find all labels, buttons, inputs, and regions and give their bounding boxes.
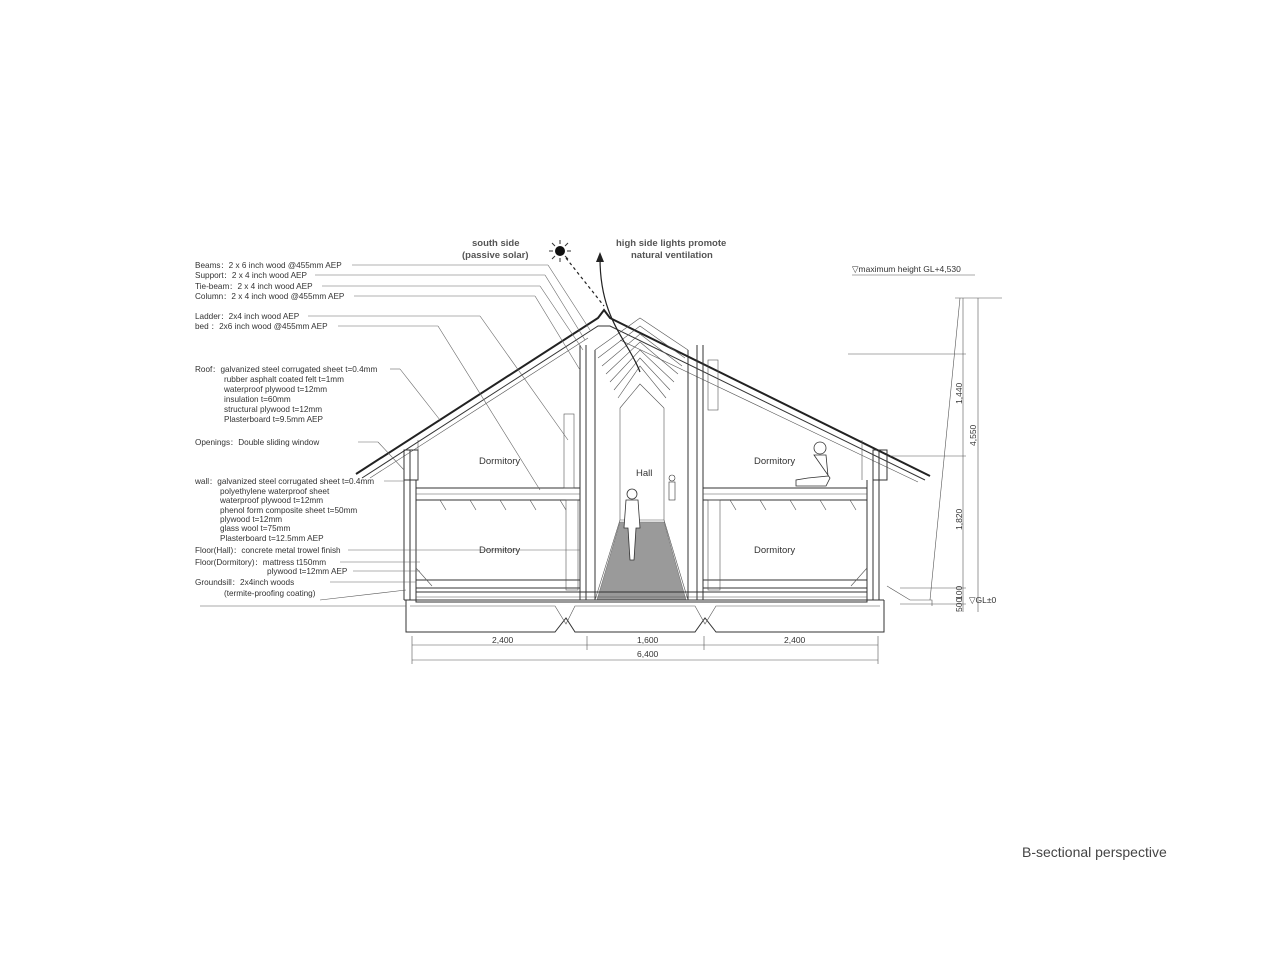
label-column: Column：2 x 4 inch wood @455mm AEP [195,292,345,301]
sitting-person-figure [796,442,830,486]
roof-spec-3: insulation t=60mm [224,395,291,404]
label-ladder: Ladder：2x4 inch wood AEP [195,312,300,321]
wall-spec-3: phenol form composite sheet t=50mm [220,506,358,515]
dim-1600: 1,600 [637,635,659,645]
wall-spec-0: wall：galvanized steel corrugated sheet t=0.4mm [195,477,375,486]
roof-spec-5: Plasterboard t=9.5mm AEP [224,415,323,424]
groundsill-label-1: Groundsill：2x4inch woods [195,578,295,587]
wall-spec-4: plywood t=12mm [220,515,283,524]
dim-6400: 6,400 [637,649,659,659]
sun-label-1: south side [472,238,520,249]
wall-spec-6: Plasterboard t=12.5mm AEP [220,534,324,543]
wall-spec-1: polyethylene waterproof sheet [220,487,330,496]
label-tie-beam: Tie-beam：2 x 4 inch wood AEP [195,282,313,291]
room-dormitory-upper-right: Dormitory [754,456,796,467]
roof-spec-2: waterproof plywood t=12mm [224,385,328,394]
roof-spec-4: structural plywood t=12mm [224,405,323,414]
person-figure-far [669,475,675,500]
sunlight-ray [566,258,604,306]
floor-dorm-label-1: Floor(Dormitory)：mattress t150mm [195,558,327,567]
openings-label: Openings：Double sliding window [195,438,320,447]
hall-structure [580,318,703,600]
dim-4550: 4,550 [968,424,978,446]
roof [356,310,930,482]
dim-2400-right: 2,400 [784,635,806,645]
label-beams: Beams：2 x 6 inch wood @455mm AEP [195,261,342,270]
floor-dorm-label-2: plywood t=12mm AEP [267,567,348,576]
dim-500: 500 [954,597,964,612]
dim-1820: 1,820 [954,508,964,530]
sun-label-2: (passive solar) [462,250,529,261]
sun-icon [549,240,571,262]
dim-100: 100 [954,585,964,600]
floor-hall-label: Floor(Hall)：concrete metal trowel finish [195,546,341,555]
height-dimensions [848,264,1002,612]
groundsill-label-2: (termite-proofing coating) [224,589,316,598]
vent-label-1: high side lights promote [616,238,727,249]
dim-1440: 1,440 [954,382,964,404]
room-dormitory-upper-left: Dormitory [479,456,521,467]
room-dormitory-lower-right: Dormitory [754,545,796,556]
left-wing [404,414,580,600]
roof-spec-1: rubber asphalt coated felt t=1mm [224,375,344,384]
wall-spec-5: glass wool t=75mm [220,524,291,533]
vent-label-2: natural ventilation [631,250,713,261]
label-bed: bed ：2x6 inch wood @455mm AEP [195,322,328,331]
roof-spec-0: Roof：galvanized steel corrugated sheet t=0.4mm [195,365,378,374]
label-support: Support：2 x 4 inch wood AEP [195,271,307,280]
gl-label: ▽GL±0 [969,595,997,605]
max-height-label: ▽maximum height GL+4,530 [852,264,961,274]
ventilation-arrow [600,258,640,372]
wall-spec-2: waterproof plywood t=12mm [220,496,324,505]
dim-2400-left: 2,400 [492,635,514,645]
room-dormitory-lower-left: Dormitory [479,545,521,556]
drawing-caption: B-sectional perspective [1022,844,1167,860]
room-hall: Hall [636,468,653,479]
right-wing [703,360,932,606]
width-dimensions [412,635,878,664]
